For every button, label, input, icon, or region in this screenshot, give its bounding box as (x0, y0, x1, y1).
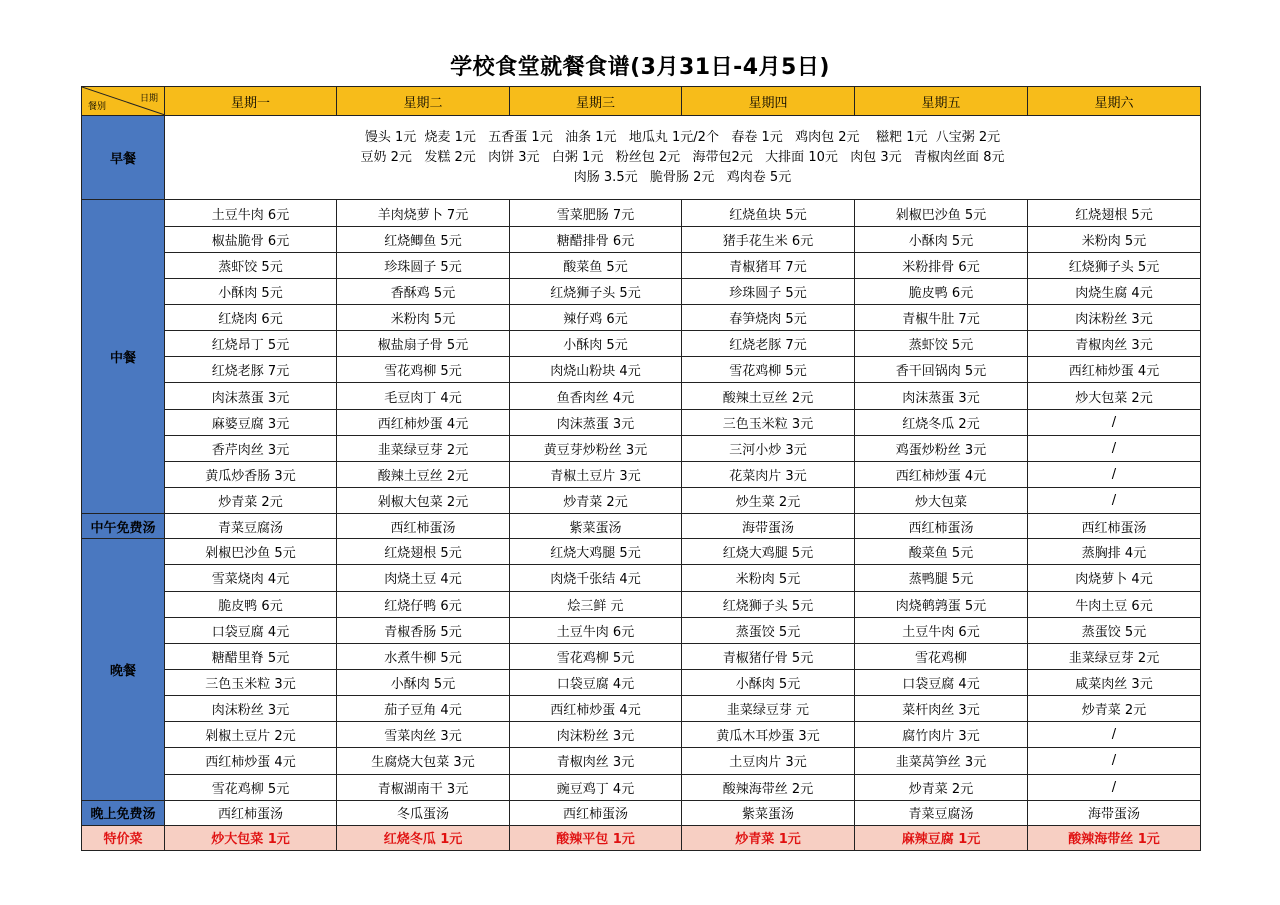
dinner-dish-cell: 肉烧千张结 4元 (510, 565, 682, 591)
lunch-dish-cell: 米粉肉 5元 (337, 305, 510, 331)
lunch-dish-cell: 红烧鲫鱼 5元 (337, 226, 510, 252)
dinner-dish-cell: 脆皮鸭 6元 (165, 591, 337, 617)
dinner-dish-cell: 茄子豆角 4元 (337, 696, 510, 722)
lunch-label: 中餐 (82, 200, 165, 514)
dinner-dish-cell: 米粉肉 5元 (682, 565, 855, 591)
dinner-dish-cell: 肉烧萝卜 4元 (1028, 565, 1201, 591)
lunch-dish-cell: / (1028, 488, 1201, 514)
dinner-dish-cell: 生腐烧大包菜 3元 (337, 748, 510, 774)
special-cell: 炒大包菜 1元 (165, 825, 337, 850)
dinner-soup-cell: 紫菜蛋汤 (682, 800, 855, 825)
lunch-dish-cell: 雪花鸡柳 5元 (682, 357, 855, 383)
lunch-dish-cell: / (1028, 461, 1201, 487)
dinner-dish-cell: 青椒猪仔骨 5元 (682, 643, 855, 669)
lunch-dish-cell: 辣仔鸡 6元 (510, 305, 682, 331)
lunch-dish-cell: 红烧肉 6元 (165, 305, 337, 331)
lunch-dish-cell: 春笋烧肉 5元 (682, 305, 855, 331)
dinner-dish-cell: 雪花鸡柳 5元 (510, 643, 682, 669)
dinner-dish-cell: 肉烧土豆 4元 (337, 565, 510, 591)
lunch-dish-cell: 椒盐脆骨 6元 (165, 226, 337, 252)
lunch-dish-cell: 红烧狮子头 5元 (1028, 252, 1201, 278)
dinner-dish-cell: 肉烧鹌鹑蛋 5元 (855, 591, 1028, 617)
dinner-row (82, 669, 1201, 695)
lunch-dish-cell: 香芹肉丝 3元 (165, 435, 337, 461)
lunch-dish-cell: 青椒土豆片 3元 (510, 461, 682, 487)
dinner-row (82, 643, 1201, 669)
dinner-soup-cell: 西红柿蛋汤 (165, 800, 337, 825)
lunch-dish-cell: 西红柿炒蛋 4元 (1028, 357, 1201, 383)
corner-date-label: 日期 (139, 94, 158, 104)
special-label: 特价菜 (82, 825, 165, 850)
lunch-dish-cell: 黄豆芽炒粉丝 3元 (510, 435, 682, 461)
day-header: 星期一 (165, 87, 337, 116)
dinner-dish-cell: 黄瓜木耳炒蛋 3元 (682, 722, 855, 748)
lunch-row (82, 252, 1201, 278)
lunch-row (82, 409, 1201, 435)
dinner-row (82, 591, 1201, 617)
corner-cell (82, 87, 165, 116)
lunch-soup-row (82, 514, 1201, 539)
lunch-dish-cell: 麻婆豆腐 3元 (165, 409, 337, 435)
lunch-dish-cell: 米粉肉 5元 (1028, 226, 1201, 252)
dinner-dish-cell: 牛肉土豆 6元 (1028, 591, 1201, 617)
lunch-dish-cell: 红烧冬瓜 2元 (855, 409, 1028, 435)
lunch-dish-cell: 雪花鸡柳 5元 (337, 357, 510, 383)
dinner-soup-label: 晚上免费汤 (82, 800, 165, 825)
breakfast-items (165, 116, 1201, 200)
lunch-soup-cell: 青菜豆腐汤 (165, 514, 337, 539)
lunch-dish-cell: 炒青菜 2元 (510, 488, 682, 514)
lunch-dish-cell: 酸辣土豆丝 2元 (337, 461, 510, 487)
lunch-dish-cell: 肉沫粉丝 3元 (1028, 305, 1201, 331)
lunch-dish-cell: 鱼香肉丝 4元 (510, 383, 682, 409)
dinner-dish-cell: 青椒香肠 5元 (337, 617, 510, 643)
dinner-row (82, 565, 1201, 591)
lunch-row (82, 200, 1201, 226)
lunch-dish-cell: 米粉排骨 6元 (855, 252, 1028, 278)
dinner-dish-cell: 蒸蛋饺 5元 (682, 617, 855, 643)
dinner-dish-cell: 三色玉米粒 3元 (165, 669, 337, 695)
lunch-dish-cell: 西红柿炒蛋 4元 (855, 461, 1028, 487)
dinner-dish-cell: 口袋豆腐 4元 (165, 617, 337, 643)
page-title: 学校食堂就餐食谱(3月31日-4月5日) (450, 55, 830, 80)
lunch-soup-cell: 西红柿蛋汤 (855, 514, 1028, 539)
dinner-soup-row (82, 800, 1201, 825)
lunch-dish-cell: 青椒肉丝 3元 (1028, 331, 1201, 357)
lunch-dish-cell: 猪手花生米 6元 (682, 226, 855, 252)
dinner-dish-cell: 水煮牛柳 5元 (337, 643, 510, 669)
lunch-soup-cell: 紫菜蛋汤 (510, 514, 682, 539)
lunch-dish-cell: 蒸虾饺 5元 (165, 252, 337, 278)
lunch-row (82, 305, 1201, 331)
lunch-dish-cell: 西红柿炒蛋 4元 (337, 409, 510, 435)
lunch-dish-cell: 鸡蛋炒粉丝 3元 (855, 435, 1028, 461)
dinner-dish-cell: 土豆肉片 3元 (682, 748, 855, 774)
lunch-dish-cell: 肉沫蒸蛋 3元 (510, 409, 682, 435)
dinner-row (82, 722, 1201, 748)
lunch-dish-cell: / (1028, 409, 1201, 435)
lunch-dish-cell: 三色玉米粒 3元 (682, 409, 855, 435)
breakfast-line: 肉肠 3.5元 脆骨肠 2元 鸡肉卷 5元 (573, 169, 792, 185)
dinner-row (82, 696, 1201, 722)
lunch-dish-cell: 肉沫蒸蛋 3元 (855, 383, 1028, 409)
lunch-dish-cell: 红烧昂丁 5元 (165, 331, 337, 357)
dinner-dish-cell: 口袋豆腐 4元 (855, 669, 1028, 695)
dinner-dish-cell: 剁椒土豆片 2元 (165, 722, 337, 748)
dinner-dish-cell: 烩三鲜 元 (510, 591, 682, 617)
lunch-soup-cell: 海带蛋汤 (682, 514, 855, 539)
lunch-dish-cell: 剁椒大包菜 2元 (337, 488, 510, 514)
lunch-dish-cell: 小酥肉 5元 (855, 226, 1028, 252)
lunch-dish-cell: 小酥肉 5元 (165, 278, 337, 304)
day-header: 星期六 (1028, 87, 1201, 116)
lunch-row (82, 331, 1201, 357)
dinner-dish-cell: 红烧仔鸭 6元 (337, 591, 510, 617)
special-cell: 炒青菜 1元 (682, 825, 855, 850)
dinner-soup-cell: 青菜豆腐汤 (855, 800, 1028, 825)
lunch-dish-cell: 炒大包菜 (855, 488, 1028, 514)
dinner-dish-cell: 腐竹肉片 3元 (855, 722, 1028, 748)
lunch-row (82, 357, 1201, 383)
dinner-dish-cell: 口袋豆腐 4元 (510, 669, 682, 695)
breakfast-label: 早餐 (82, 116, 165, 200)
lunch-row (82, 226, 1201, 252)
lunch-dish-cell: 雪菜肥肠 7元 (510, 200, 682, 226)
lunch-dish-cell: 红烧老豚 7元 (682, 331, 855, 357)
dinner-dish-cell: 雪花鸡柳 5元 (165, 774, 337, 800)
dinner-dish-cell: 青椒湖南干 3元 (337, 774, 510, 800)
lunch-soup-cell: 西红柿蛋汤 (1028, 514, 1201, 539)
dinner-dish-cell: 西红柿炒蛋 4元 (510, 696, 682, 722)
dinner-dish-cell: 炒青菜 2元 (1028, 696, 1201, 722)
lunch-dish-cell: 三河小炒 3元 (682, 435, 855, 461)
special-row (82, 825, 1201, 850)
lunch-dish-cell: 椒盐扇子骨 5元 (337, 331, 510, 357)
lunch-dish-cell: 红烧鱼块 5元 (682, 200, 855, 226)
lunch-dish-cell: 肉烧山粉块 4元 (510, 357, 682, 383)
dinner-dish-cell: 菜杆肉丝 3元 (855, 696, 1028, 722)
dinner-dish-cell: / (1028, 722, 1201, 748)
lunch-dish-cell: 剁椒巴沙鱼 5元 (855, 200, 1028, 226)
lunch-dish-cell: 土豆牛肉 6元 (165, 200, 337, 226)
dinner-dish-cell: / (1028, 748, 1201, 774)
dinner-dish-cell: 小酥肉 5元 (337, 669, 510, 695)
dinner-dish-cell: 红烧翅根 5元 (337, 539, 510, 565)
lunch-dish-cell: 黄瓜炒香肠 3元 (165, 461, 337, 487)
dinner-dish-cell: 糖醋里脊 5元 (165, 643, 337, 669)
dinner-dish-cell: 韭菜绿豆芽 元 (682, 696, 855, 722)
lunch-dish-cell: 花菜肉片 3元 (682, 461, 855, 487)
dinner-dish-cell: 咸菜肉丝 3元 (1028, 669, 1201, 695)
dinner-dish-cell: 红烧狮子头 5元 (682, 591, 855, 617)
lunch-dish-cell: 香干回锅肉 5元 (855, 357, 1028, 383)
dinner-row (82, 539, 1201, 565)
dinner-dish-cell: 蒸蛋饺 5元 (1028, 617, 1201, 643)
day-header: 星期五 (855, 87, 1028, 116)
dinner-dish-cell: / (1028, 774, 1201, 800)
lunch-dish-cell: 羊肉烧萝卜 7元 (337, 200, 510, 226)
dinner-dish-cell: 雪菜烧肉 4元 (165, 565, 337, 591)
day-header: 星期三 (510, 87, 682, 116)
lunch-dish-cell: 肉沫蒸蛋 3元 (165, 383, 337, 409)
special-cell: 酸辣海带丝 1元 (1028, 825, 1201, 850)
dinner-soup-cell: 海带蛋汤 (1028, 800, 1201, 825)
special-cell: 麻辣豆腐 1元 (855, 825, 1028, 850)
dinner-row (82, 774, 1201, 800)
lunch-dish-cell: 肉烧生腐 4元 (1028, 278, 1201, 304)
lunch-dish-cell: 红烧老豚 7元 (165, 357, 337, 383)
lunch-row (82, 435, 1201, 461)
lunch-soup-cell: 西红柿蛋汤 (337, 514, 510, 539)
dinner-dish-cell: 青椒肉丝 3元 (510, 748, 682, 774)
lunch-dish-cell: 珍珠圆子 5元 (682, 278, 855, 304)
dinner-soup-cell: 冬瓜蛋汤 (337, 800, 510, 825)
dinner-label: 晚餐 (82, 539, 165, 800)
lunch-dish-cell: 小酥肉 5元 (510, 331, 682, 357)
lunch-dish-cell: 炒青菜 2元 (165, 488, 337, 514)
dinner-dish-cell: 酸菜鱼 5元 (855, 539, 1028, 565)
lunch-dish-cell: 青椒猪耳 7元 (682, 252, 855, 278)
lunch-row (82, 278, 1201, 304)
lunch-row (82, 488, 1201, 514)
lunch-dish-cell: 炒生菜 2元 (682, 488, 855, 514)
dinner-dish-cell: 红烧大鸡腿 5元 (682, 539, 855, 565)
dinner-dish-cell: 豌豆鸡丁 4元 (510, 774, 682, 800)
dinner-dish-cell: 红烧大鸡腿 5元 (510, 539, 682, 565)
lunch-dish-cell: 青椒牛肚 7元 (855, 305, 1028, 331)
lunch-dish-cell: 蒸虾饺 5元 (855, 331, 1028, 357)
lunch-dish-cell: 香酥鸡 5元 (337, 278, 510, 304)
lunch-dish-cell: 红烧翅根 5元 (1028, 200, 1201, 226)
lunch-row (82, 461, 1201, 487)
dinner-dish-cell: 韭菜莴笋丝 3元 (855, 748, 1028, 774)
lunch-soup-label: 中午免费汤 (82, 514, 165, 539)
dinner-dish-cell: 土豆牛肉 6元 (855, 617, 1028, 643)
corner-meal-label: 餐别 (88, 102, 107, 112)
dinner-dish-cell: 西红柿炒蛋 4元 (165, 748, 337, 774)
menu-table (81, 86, 1201, 851)
lunch-dish-cell: / (1028, 435, 1201, 461)
dinner-dish-cell: 韭菜绿豆芽 2元 (1028, 643, 1201, 669)
lunch-dish-cell: 韭菜绿豆芽 2元 (337, 435, 510, 461)
lunch-dish-cell: 毛豆肉丁 4元 (337, 383, 510, 409)
dinner-dish-cell: 蒸鸭腿 5元 (855, 565, 1028, 591)
lunch-dish-cell: 珍珠圆子 5元 (337, 252, 510, 278)
lunch-row (82, 383, 1201, 409)
dinner-dish-cell: 酸辣海带丝 2元 (682, 774, 855, 800)
special-cell: 酸辣平包 1元 (510, 825, 682, 850)
dinner-dish-cell: 土豆牛肉 6元 (510, 617, 682, 643)
dinner-soup-cell: 西红柿蛋汤 (510, 800, 682, 825)
lunch-dish-cell: 脆皮鸭 6元 (855, 278, 1028, 304)
lunch-dish-cell: 炒大包菜 2元 (1028, 383, 1201, 409)
day-header: 星期四 (682, 87, 855, 116)
lunch-dish-cell: 酸菜鱼 5元 (510, 252, 682, 278)
day-header: 星期二 (337, 87, 510, 116)
dinner-row (82, 748, 1201, 774)
breakfast-line: 豆奶 2元 发糕 2元 肉饼 3元 白粥 1元 粉丝包 2元 海带包2元 大排面 10元 肉包 3元 青椒肉丝面 8元 (360, 149, 1005, 165)
lunch-dish-cell: 红烧狮子头 5元 (510, 278, 682, 304)
dinner-dish-cell: 雪花鸡柳 (855, 643, 1028, 669)
dinner-dish-cell: 肉沫粉丝 3元 (510, 722, 682, 748)
dinner-dish-cell: 雪菜肉丝 3元 (337, 722, 510, 748)
dinner-dish-cell: 炒青菜 2元 (855, 774, 1028, 800)
dinner-dish-cell: 蒸胸排 4元 (1028, 539, 1201, 565)
dinner-dish-cell: 小酥肉 5元 (682, 669, 855, 695)
breakfast-line: 馒头 1元 烧麦 1元 五香蛋 1元 油条 1元 地瓜丸 1元/2个 春卷 1元 鸡肉包 2元 糍粑 1元 八宝粥 2元 (364, 129, 1001, 145)
dinner-row (82, 617, 1201, 643)
lunch-dish-cell: 酸辣土豆丝 2元 (682, 383, 855, 409)
lunch-dish-cell: 糖醋排骨 6元 (510, 226, 682, 252)
special-cell: 红烧冬瓜 1元 (337, 825, 510, 850)
dinner-dish-cell: 剁椒巴沙鱼 5元 (165, 539, 337, 565)
dinner-dish-cell: 肉沫粉丝 3元 (165, 696, 337, 722)
